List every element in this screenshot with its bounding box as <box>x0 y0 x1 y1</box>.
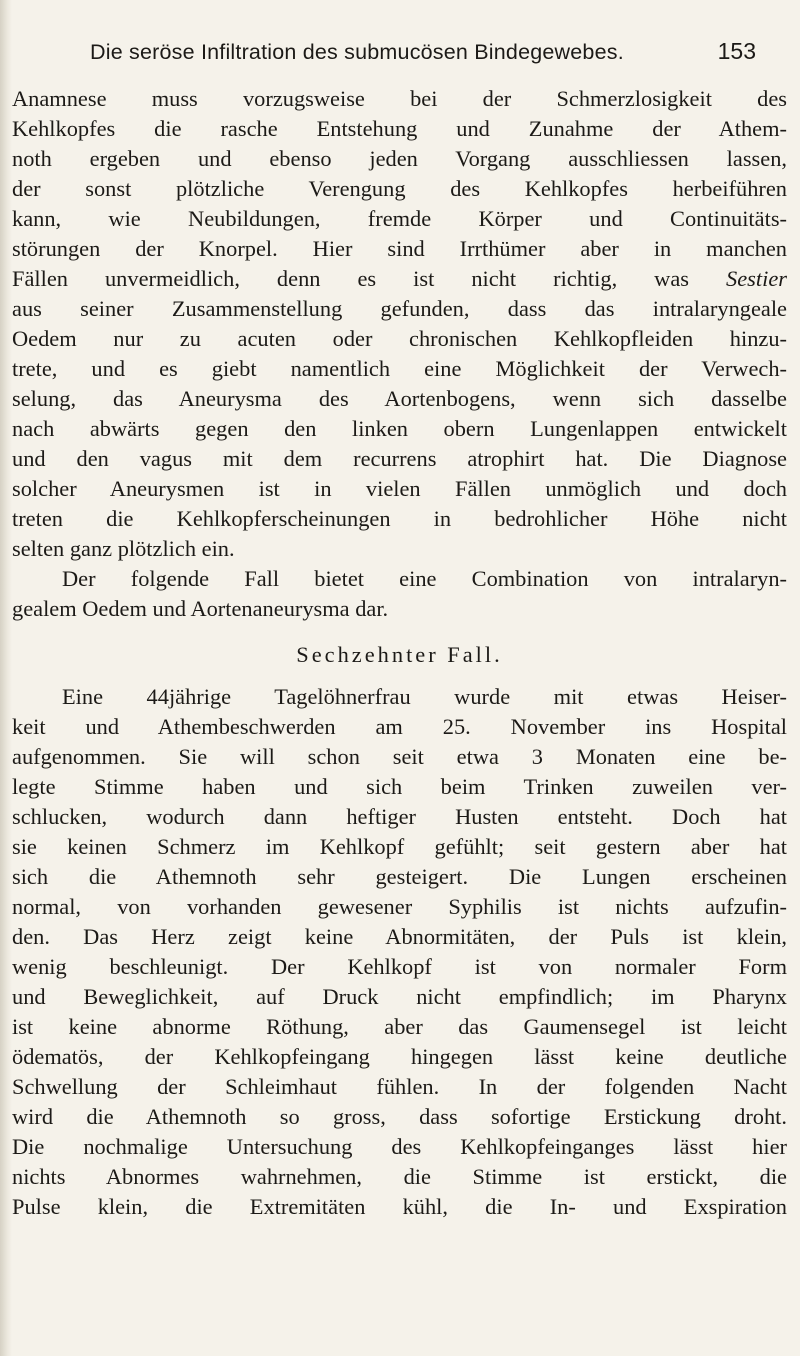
text-line: selten ganz plötzlich ein. <box>12 536 235 561</box>
paragraph-2 <box>12 564 787 624</box>
text-line: ist keine abnorme Röthung, aber das Gaumensegel ist leicht <box>12 1014 787 1039</box>
text-line: aus seiner Zusammenstellung gefunden, dass das intralaryngeale <box>12 296 787 321</box>
page-number: 153 <box>717 38 756 64</box>
text-line: Der folgende Fall bietet eine Combination von intralaryn- <box>62 566 787 591</box>
text-line: noth ergeben und ebenso jeden Vorgang ausschliessen lassen, <box>12 146 787 171</box>
paragraph-1 <box>12 84 787 564</box>
text-line: nichts Abnormes wahrnehmen, die Stimme ist erstickt, die <box>12 1164 787 1189</box>
running-title: Die seröse Infiltration des submucösen Bindegewebes. <box>90 40 624 64</box>
text-line: und Beweglichkeit, auf Druck nicht empfindlich; im Pharynx <box>12 984 787 1009</box>
text-line: solcher Aneurysmen ist in vielen Fällen unmöglich und doch <box>12 476 787 501</box>
text-line: ödematös, der Kehlkopfeingang hingegen lässt keine deutliche <box>12 1044 787 1069</box>
text-line <box>12 264 787 294</box>
text-line: wird die Athemnoth so gross, dass sofortige Erstickung droht. <box>12 1104 787 1129</box>
text-line: störungen der Knorpel. Hier sind Irrthümer aber in manchen <box>12 236 787 261</box>
text-line: keit und Athembeschwerden am 25. November ins Hospital <box>12 714 787 739</box>
text-line: gealem Oedem und Aortenaneurysma dar. <box>12 596 389 621</box>
body-text <box>12 84 787 1222</box>
author-name: Sestier <box>726 266 787 291</box>
text-line: sie keinen Schmerz im Kehlkopf gefühlt; seit gestern aber hat <box>12 834 787 859</box>
text-line: legte Stimme haben und sich beim Trinken zuweilen ver- <box>12 774 787 799</box>
text-line: Oedem nur zu acuten oder chronischen Kehlkopfleiden hinzu- <box>12 326 787 351</box>
text-line: Die nochmalige Untersuchung des Kehlkopfeinganges lässt hier <box>12 1134 787 1159</box>
text-line: Kehlkopfes die rasche Entstehung und Zunahme der Athem- <box>12 116 787 141</box>
text-line: sich die Athemnoth sehr gesteigert. Die Lungen erscheinen <box>12 864 787 889</box>
text-line: der sonst plötzliche Verengung des Kehlkopfes herbeiführen <box>12 176 787 201</box>
page-gutter-shadow <box>0 0 12 1356</box>
section-heading: Sechzehnter Fall. <box>296 642 503 667</box>
text-line: nach abwärts gegen den linken obern Lungenlappen entwickelt <box>12 416 787 441</box>
text-line: Pulse klein, die Extremitäten kühl, die In- und Exspiration <box>12 1194 787 1219</box>
text-line: Eine 44jährige Tagelöhnerfrau wurde mit etwas Heiser- <box>62 684 787 709</box>
text-line: schlucken, wodurch dann heftiger Husten entsteht. Doch hat <box>12 804 787 829</box>
page-header <box>90 34 780 74</box>
text-line-part: Fällen unvermeidlich, denn es ist nicht richtig, was <box>12 266 690 291</box>
text-line: wenig beschleunigt. Der Kehlkopf ist von normaler Form <box>12 954 787 979</box>
text-line: Anamnese muss vorzugsweise bei der Schmerzlosigkeit des <box>12 86 787 111</box>
text-line: den. Das Herz zeigt keine Abnormitäten, der Puls ist klein, <box>12 924 787 949</box>
paragraph-3 <box>12 682 787 1222</box>
text-line: selung, das Aneurysma des Aortenbogens, wenn sich dasselbe <box>12 386 787 411</box>
text-line: trete, und es giebt namentlich eine Möglichkeit der Verwech- <box>12 356 787 381</box>
text-line: und den vagus mit dem recurrens atrophirt hat. Die Diagnose <box>12 446 787 471</box>
text-line: aufgenommen. Sie will schon seit etwa 3 Monaten eine be- <box>12 744 787 769</box>
text-line: kann, wie Neubildungen, fremde Körper und Continuitäts- <box>12 206 787 231</box>
text-line: treten die Kehlkopferscheinungen in bedrohlicher Höhe nicht <box>12 506 787 531</box>
text-line: Schwellung der Schleimhaut fühlen. In der folgenden Nacht <box>12 1074 787 1099</box>
text-line: normal, von vorhanden gewesener Syphilis ist nichts aufzufin- <box>12 894 787 919</box>
